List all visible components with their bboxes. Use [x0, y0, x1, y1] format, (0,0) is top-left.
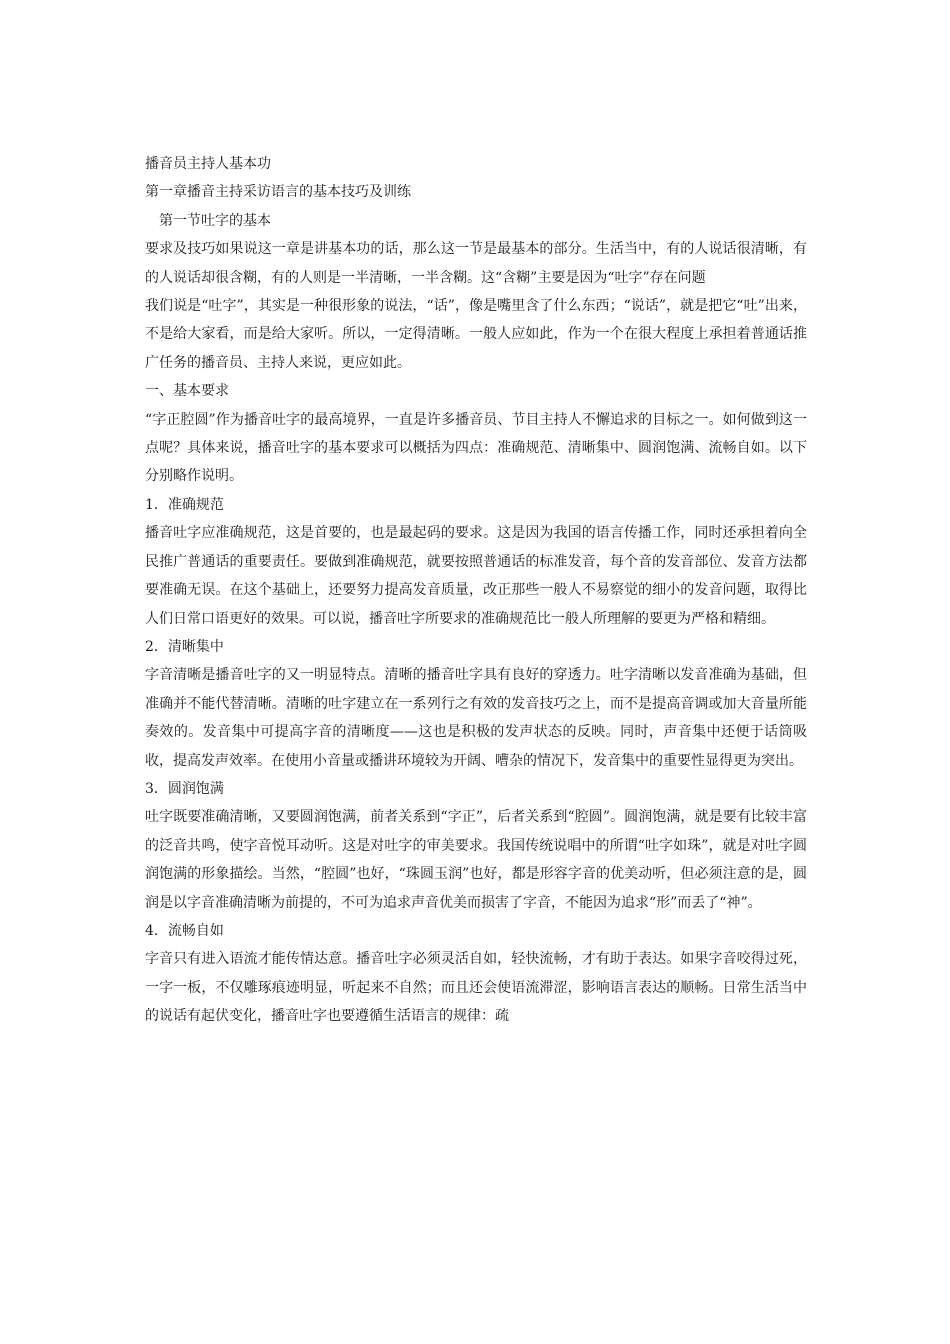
intro-paragraph-1: 要求及技巧如果说这一章是讲基本功的话，那么这一节是最基本的部分。生活当中，有的人说话很清晰，有的人说话却很含糊，有的人则是一半清晰，一半含糊。这“含糊”主要是因为“吐字”存在问题 — [145, 241, 807, 286]
paragraph-fluent-natural: 字音只有进入语流才能传情达意。播音吐字必须灵活自如，轻快流畅，才有助于表达。如果字音咬得过死，一字一板，不仅雕琢痕迹明显，听起来不自然；而且还会使语流滞涩，影响语言表达的顺畅。日常生活当中的说话有起伏变化，播音吐字也要遵循生活语言的规律：疏 — [145, 951, 807, 1025]
basic-requirements-paragraph: “字正腔圆”作为播音吐字的最高境界，一直是许多播音员、节目主持人不懈追求的目标之一。如何做到这一点呢？具体来说，播音吐字的基本要求可以概括为四点：准确规范、清晰集中、圆润饱满、流畅自如。以下分别略作说明。 — [145, 411, 807, 485]
paragraph-round-full: 吐字既要准确清晰，又要圆润饱满，前者关系到“字正”，后者关系到“腔圆”。圆润饱满，就是要有比较丰富的泛音共鸣，使字音悦耳动听。这是对吐字的审美要求。我国传统说唱中的所谓“吐字如珠”，就是对吐字圆润饱满的形象描绘。当然，“腔圆”也好，“珠圆玉润”也好，都是形容字音的优美动听，但必须注意的是，圆润是以字音准确清晰为前提的，不可为追求声音优美而损害了字音，不能因为追求“形”而丢了“神”。 — [145, 809, 807, 911]
document-page — [145, 150, 807, 1031]
intro-paragraph-2: 我们说是“吐字”，其实是一种很形象的说法，“话”，像是嘴里含了什么东西；“说话”，就是把它“吐”出来，不是给大家看，而是给大家听。所以，一定得清晰。一般人应如此，作为一个在很大程度上承担着普通话推广任务的播音员、主持人来说，更应如此。 — [145, 298, 807, 371]
heading-round-full: 3．圆润饱满 — [145, 780, 224, 797]
heading-clear-concentrated: 2．清晰集中 — [145, 638, 224, 655]
document-title: 播音员主持人基本功 — [145, 156, 271, 172]
section-title: 第一节吐字的基本 — [159, 212, 271, 229]
paragraph-clear-concentrated: 字音清晰是播音吐字的又一明显特点。清晰的播音吐字具有良好的穿透力。吐字清晰以发音准确为基础，但准确并不能代替清晰。清晰的吐字建立在一系列行之有效的发音技巧之上，而不是提高音调或加大音量所能奏效的。发音集中可提高字音的清晰度——这也是积极的发声状态的反映。同时，声音集中还便于话筒吸收，提高发声效率。在使用小音量或播讲环境较为开阔、嘈杂的情况下，发音集中的重要性显得更为突出。 — [145, 667, 807, 769]
heading-basic-requirements: 一、基本要求 — [145, 383, 229, 400]
heading-accurate-standard: 1．准确规范 — [145, 496, 224, 513]
heading-fluent-natural: 4．流畅自如 — [145, 922, 224, 939]
paragraph-accurate-standard: 播音吐字应准确规范，这是首要的，也是最起码的要求。这是因为我国的语言传播工作，同时还承担着向全民推广普通话的重要责任。要做到准确规范，就要按照普通话的标准发音，每个音的发音部位、发音方法都要准确无误。在这个基础上，还要努力提高发音质量，改正那些一般人不易察觉的细小的发音问题，取得比人们日常口语更好的效果。可以说，播音吐字所要求的准确规范比一般人所理解的要更为严格和精细。 — [145, 525, 807, 627]
chapter-title: 第一章播音主持采访语言的基本技巧及训练 — [145, 184, 411, 201]
